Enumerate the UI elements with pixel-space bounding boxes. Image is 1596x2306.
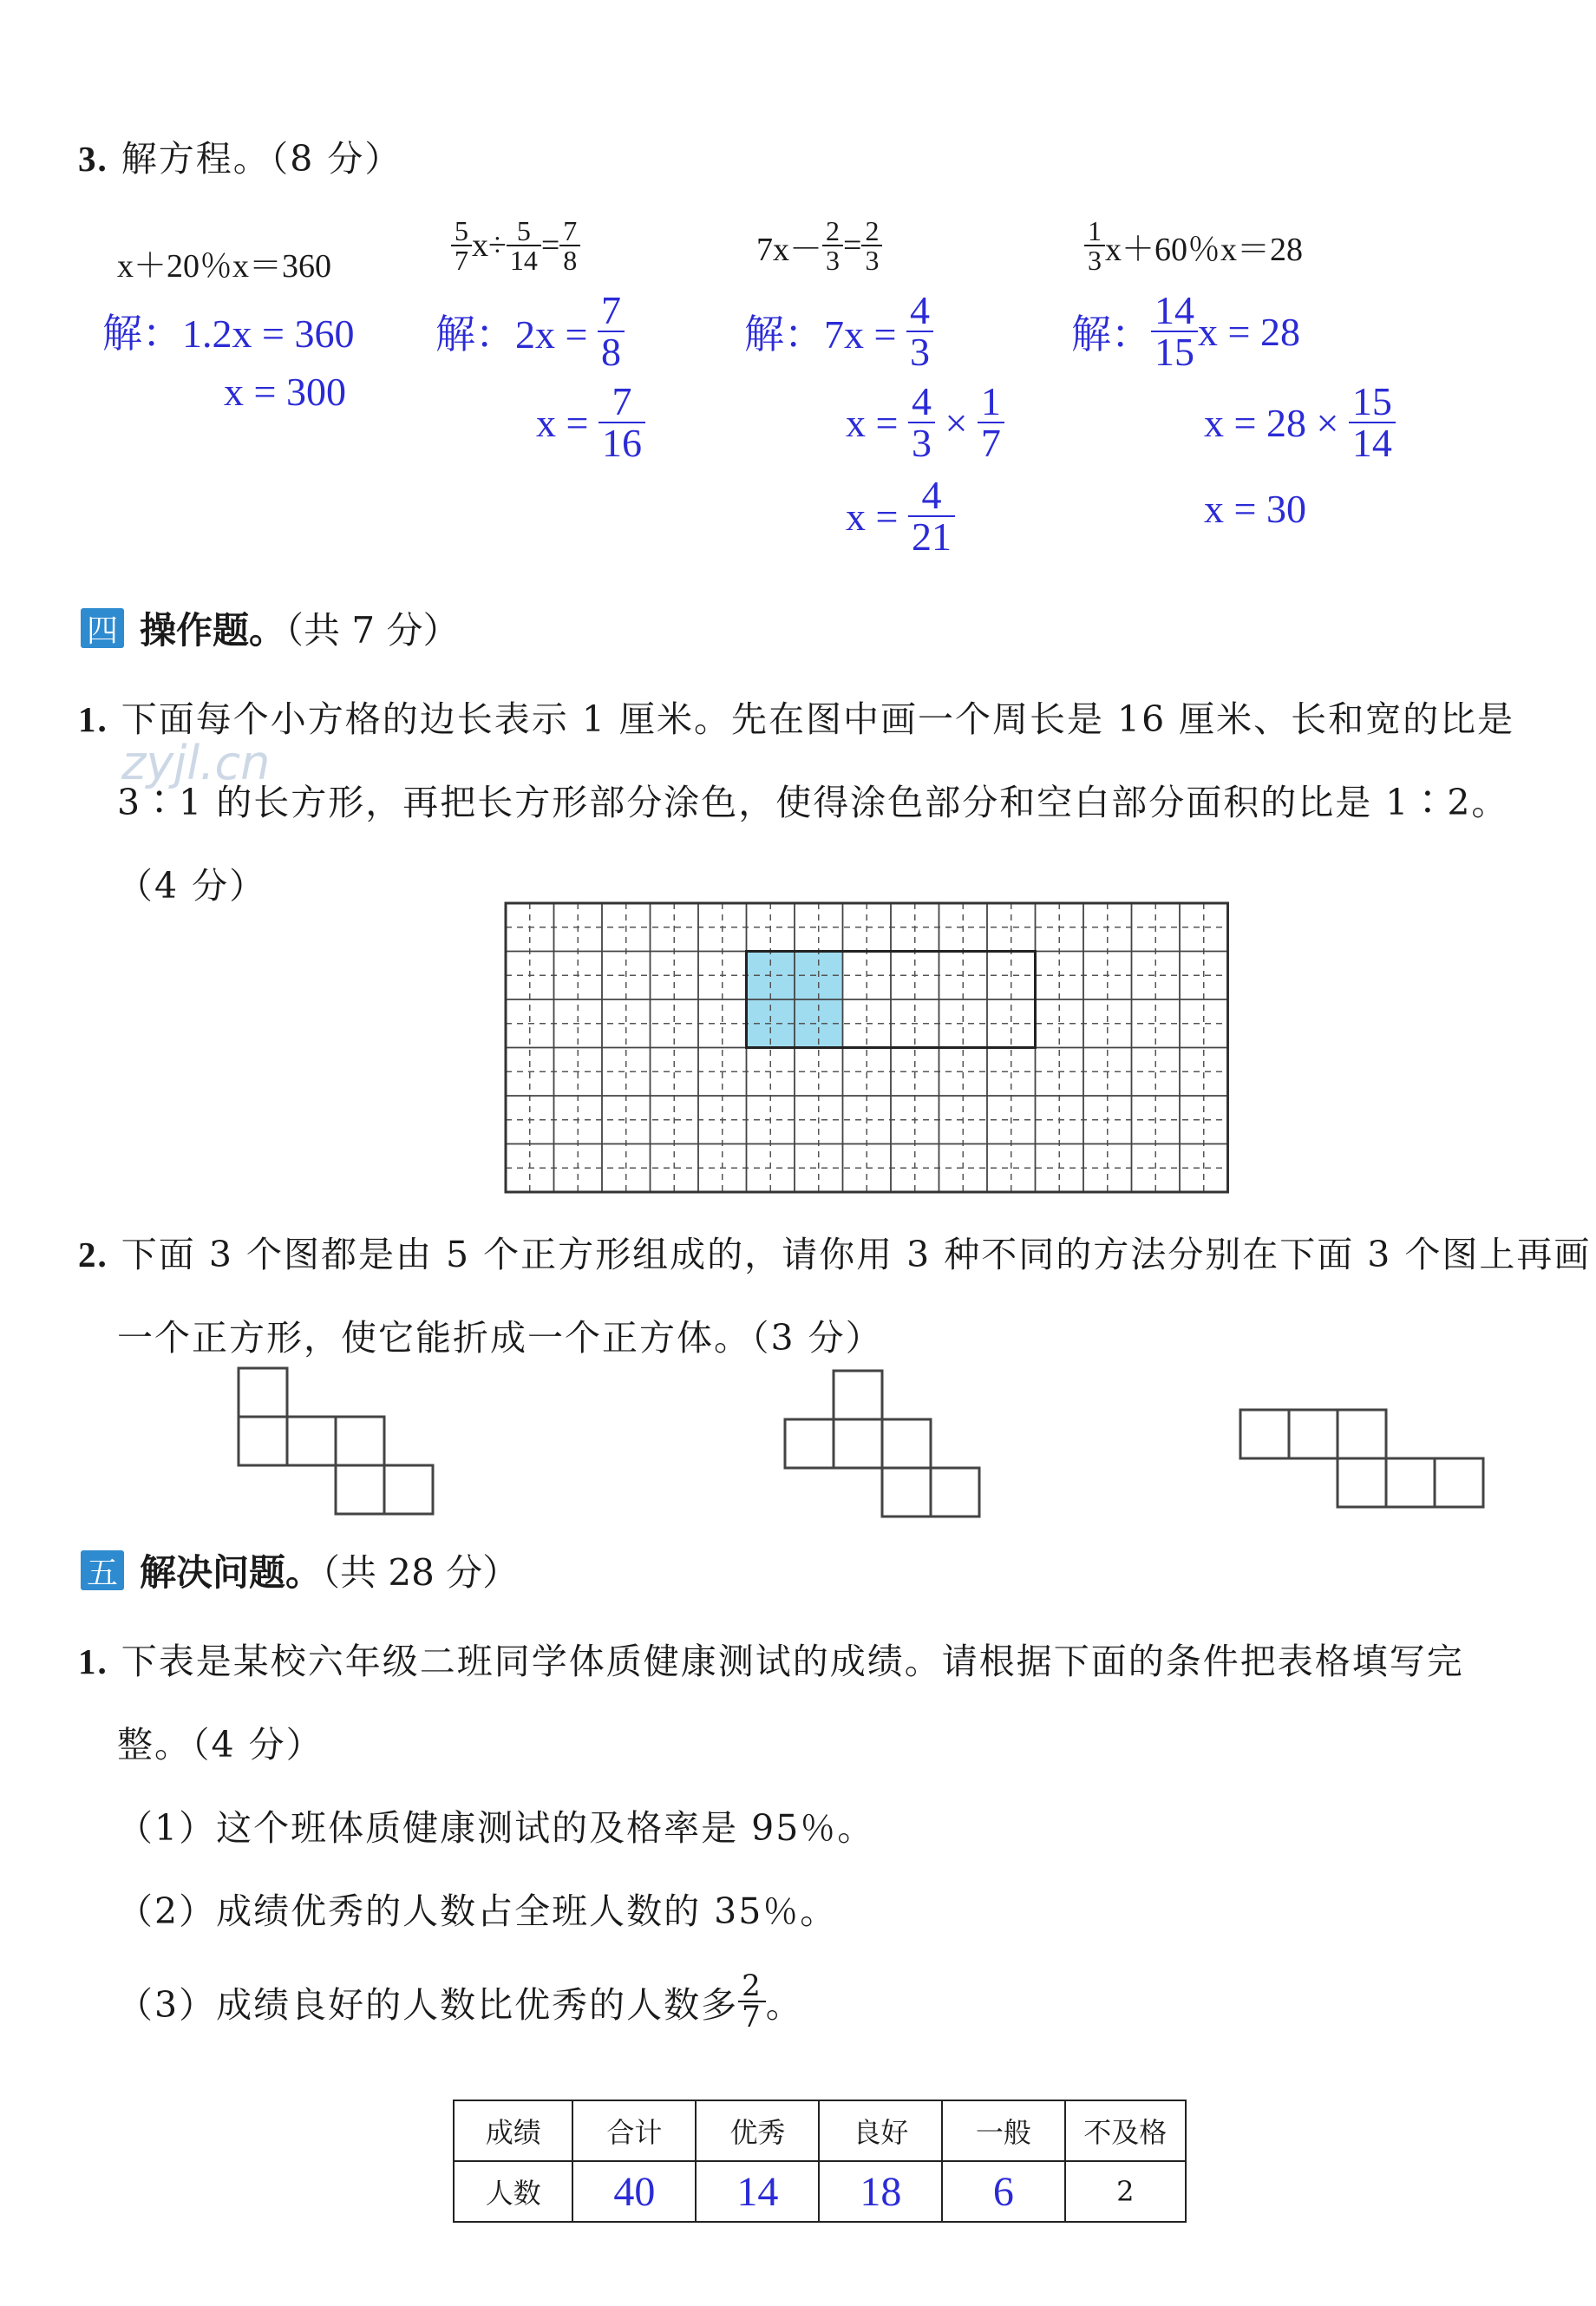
- cube-net-2: [781, 1366, 989, 1527]
- eq2-frac3: $\frac{7}{8}$: [559, 217, 580, 274]
- table-cell-total: 40: [572, 2161, 696, 2222]
- eq2-problem: [451, 217, 580, 274]
- section4-title: 操作题。（共 7 分）: [140, 609, 460, 652]
- eq4-answer-line2: x = 28 × $\frac{15}{14}$: [1204, 382, 1396, 463]
- s4-q1-line3: （4 分）: [117, 865, 267, 907]
- section4-header: [81, 602, 459, 654]
- s4-q2-line1: 2. 下面 3 个图都是由 5 个正方形组成的，请你用 3 种不同的方法分别在下面 3 个图上再画: [78, 1234, 1592, 1275]
- table-header-row: [454, 2100, 1186, 2161]
- eq1-problem: [117, 239, 331, 286]
- score-table: [453, 2100, 1187, 2223]
- table-header-cell: 合计: [572, 2100, 696, 2161]
- table-cell-fail: 2: [1065, 2161, 1186, 2222]
- eq4-answer-line1: 解： $\frac{14}{15}$ x = 28: [1071, 288, 1300, 374]
- cube-net-1: [234, 1364, 442, 1524]
- s5-cond1: （1）这个班体质健康测试的及格率是 95％。: [117, 1807, 875, 1849]
- s4-q2-line2: 一个正方形，使它能折成一个正方体。（3 分）: [117, 1317, 883, 1359]
- section5-header: [81, 1544, 519, 1596]
- table-header-cell: 成绩: [454, 2100, 572, 2161]
- eq1-problem-text: x＋20％x＝360: [117, 248, 332, 285]
- table-header-cell: 良好: [819, 2100, 942, 2161]
- eq1-answer-line1: 解：1.2x = 360: [102, 311, 355, 356]
- eq2-answer-line2: x = $\frac{7}{16}$: [536, 382, 645, 463]
- q3-number: 3.: [78, 139, 108, 179]
- table-cell-average: 6: [942, 2161, 1064, 2222]
- q3-heading: [78, 130, 402, 181]
- s5-q1-line1: 1. 下表是某校六年级二班同学体质健康测试的成绩。请根据下面的条件把表格填写完: [78, 1641, 1464, 1682]
- eq2-equals: =: [540, 227, 560, 264]
- section5-title: 解决问题。（共 28 分）: [140, 1551, 520, 1594]
- s4-q1-line1: 1. 下面每个小方格的边长表示 1 厘米。先在图中画一个周长是 16 厘米、长和宽的比是: [78, 698, 1515, 740]
- table-row-label: 人数: [454, 2161, 572, 2222]
- s4-q1-line2: 3∶1 的长方形，再把长方形部分涂色，使得涂色部分和空白部分面积的比是 1∶2。: [117, 782, 1509, 823]
- eq1-answer-line2: x = 300: [224, 370, 346, 414]
- eq3-problem: 7x－ $\frac{2}{3}$ = $\frac{2}{3}$: [756, 217, 882, 274]
- eq2-frac2: $\frac{5}{14}$: [507, 217, 541, 274]
- eq2-frac1: $\frac{5}{7}$: [451, 217, 472, 274]
- eq2-answer-line1: 解：2x = $\frac{7}{8}$: [435, 291, 625, 372]
- grid-figure: [503, 901, 1232, 1204]
- watermark: zyjl.cn: [121, 736, 271, 790]
- section4-badge: 四: [81, 608, 124, 648]
- table-header-cell: 优秀: [696, 2100, 819, 2161]
- eq3-answer-line2: x = $\frac{4}{3}$ × $\frac{1}{7}$: [846, 382, 1004, 463]
- eq3-answer-line3: x = $\frac{4}{21}$: [846, 475, 955, 557]
- eq2-mid: x÷: [472, 227, 507, 264]
- table-cell-excellent: 14: [696, 2161, 819, 2222]
- cube-net-3: [1236, 1405, 1505, 1518]
- eq3-answer-line1: 解：7x = $\frac{4}{3}$: [744, 291, 933, 372]
- table-header-cell: 不及格: [1065, 2100, 1186, 2161]
- eq4-problem: $\frac{1}{3}$ x＋60％x＝28: [1084, 217, 1303, 274]
- s5-cond2: （2）成绩优秀的人数占全班人数的 35％。: [117, 1890, 838, 1932]
- table-row: [454, 2161, 1186, 2222]
- section5-badge: 五: [81, 1550, 124, 1590]
- table-cell-good: 18: [819, 2161, 942, 2222]
- s5-cond3: （3）成绩良好的人数比优秀的人数多 $\frac{2}{7}$ 。: [117, 1969, 803, 2034]
- table-header-cell: 一般: [942, 2100, 1064, 2161]
- q3-title: 解方程。（8 分）: [121, 138, 402, 180]
- s5-q1-line2: 整。（4 分）: [117, 1724, 324, 1766]
- eq4-answer-line3: x = 30: [1204, 487, 1306, 531]
